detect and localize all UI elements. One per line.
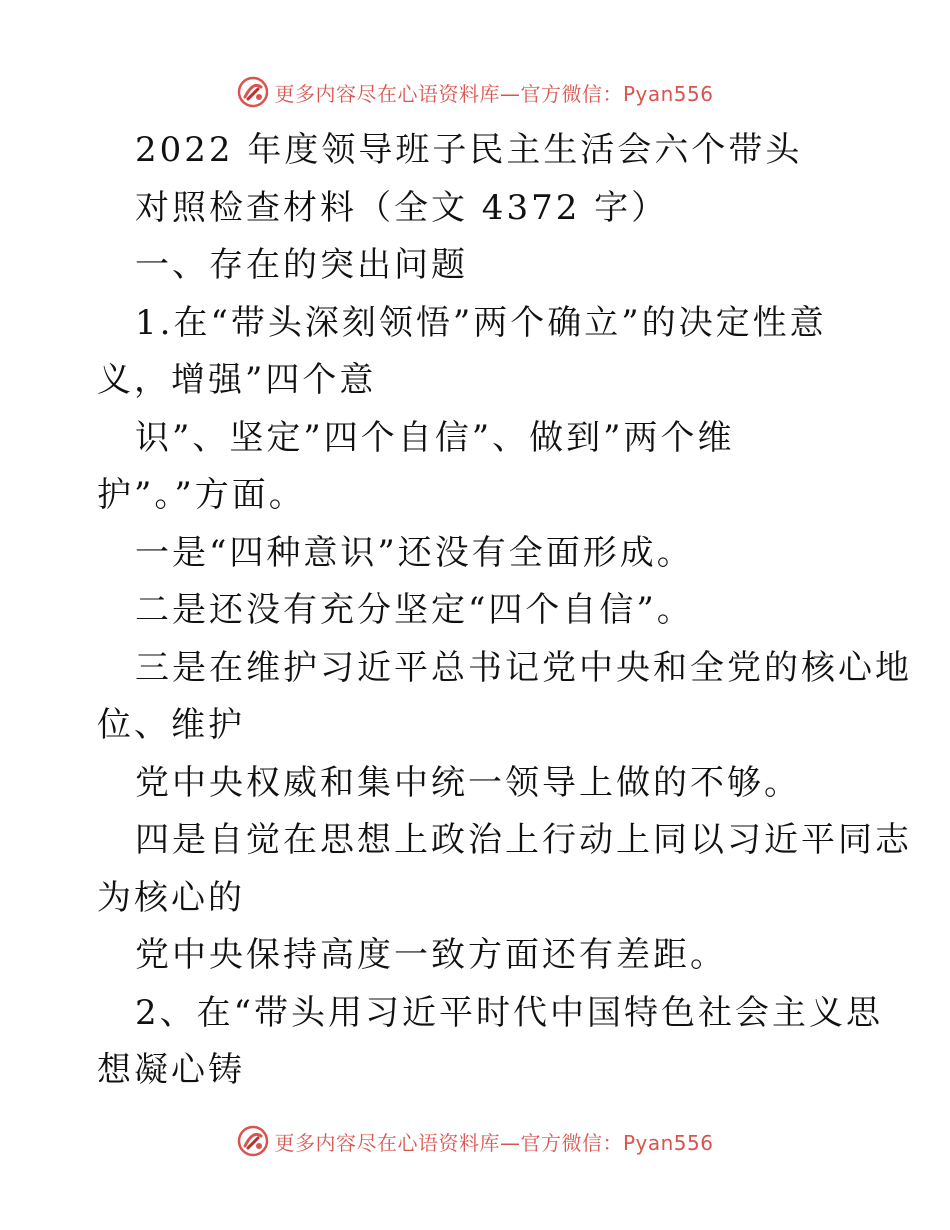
paragraph-line: 护”。”方面。 [97, 475, 306, 515]
paragraph-line: 三是在维护习近平总书记党中央和全党的核心地 [135, 648, 912, 688]
doc-title-line-2: 对照检查材料（全文 4372 字） [135, 188, 669, 228]
watermark-text: 更多内容尽在心语资料库—官方微信：Pyan556 [274, 81, 714, 106]
watermark-footer [0, 1121, 950, 1161]
paragraph-line: 义，增强”四个意 [97, 360, 377, 400]
section-heading: 一、存在的突出问题 [135, 245, 468, 285]
doc-title-line-1: 2022 年度领导班子民主生活会六个带头 [135, 130, 803, 170]
watermark-text: 更多内容尽在心语资料库—官方微信：Pyan556 [274, 1130, 714, 1155]
paragraph-line: 党中央权威和集中统一领导上做的不够。 [135, 763, 801, 803]
logo-seal-icon [236, 1124, 270, 1158]
paragraph-line: 识”、坚定”四个自信”、做到”两个维 [135, 418, 735, 458]
watermark-header [0, 72, 950, 112]
paragraph-line: 四是自觉在思想上政治上行动上同以习近平同志 [135, 820, 912, 860]
paragraph-line: 一是“四种意识”还没有全面形成。 [135, 533, 694, 573]
paragraph-line: 2、在“带头用习近平时代中国特色社会主义思 [135, 993, 884, 1033]
logo-seal-icon [236, 75, 270, 109]
paragraph-line: 党中央保持高度一致方面还有差距。 [135, 935, 727, 975]
paragraph-line: 位、维护 [97, 705, 245, 745]
paragraph-line: 二是还没有充分坚定“四个自信”。 [135, 590, 694, 630]
paragraph-line: 为核心的 [97, 878, 245, 918]
paragraph-line: 想凝心铸 [97, 1050, 245, 1090]
paragraph-line: 1.在“带头深刻领悟”两个确立”的决定性意 [135, 303, 827, 343]
